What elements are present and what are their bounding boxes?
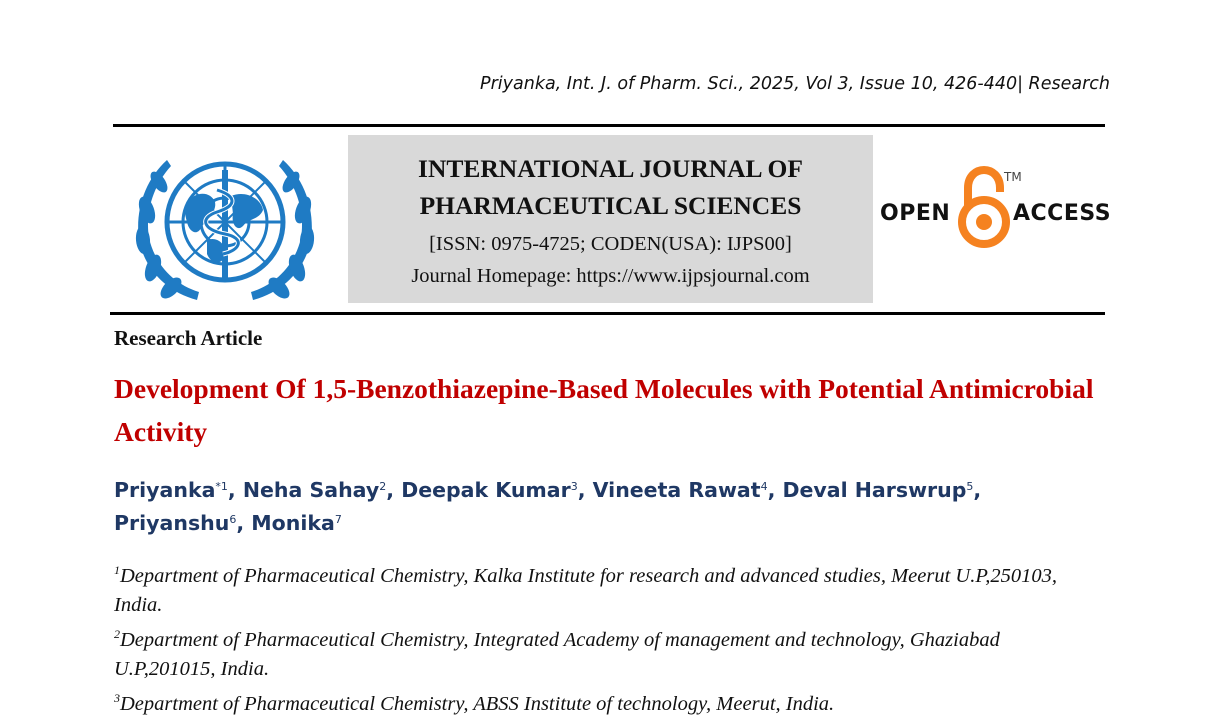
author-name: Neha Sahay [242,478,380,502]
header-bottom-rule [110,312,1105,315]
author-separator: , [386,478,402,502]
emblem-logo-icon [127,140,323,306]
affiliation-item [114,684,1104,719]
author-name: Deval Harswrup [782,478,967,502]
affiliation-item [114,620,1104,684]
author-affiliation-mark: 5 [966,480,974,493]
author-separator: , [577,478,593,502]
article-type-label: Research Article [114,326,263,350]
article-title: Development Of 1,5-Benzothiazepine-Based Molecules with Potential Antimicrobial Activity [114,373,1094,447]
author-affiliation-mark: 7 [334,513,342,526]
author-separator: , [236,511,252,535]
open-access-open-text: OPEN [880,201,951,226]
journal-homepage: Journal Homepage: https://www.ijpsjournal.com [411,265,810,287]
journal-masthead [348,135,873,303]
open-access-access-text: ACCESS [1013,201,1112,226]
author-affiliation-mark: 2 [379,480,387,493]
journal-name-line2: PHARMACEUTICAL SCIENCES [419,191,802,220]
affiliation-text: Department of Pharmaceutical Chemistry, ABSS Institute of technology, Meerut, India. [120,693,835,715]
running-head-citation: Priyanka, Int. J. of Pharm. Sci., 2025, Vol 3, Issue 10, 426-440| Research [480,74,1110,94]
header-top-rule [113,124,1105,127]
author-affiliation-mark: 6 [229,513,237,526]
author-separator: , [767,478,783,502]
author-affiliation-mark: 3 [570,480,578,493]
journal-issn: [ISSN: 0975-4725; CODEN(USA): IJPS00] [429,233,792,255]
open-access-logo [880,166,1110,254]
author-name: Priyanka [114,478,216,502]
author-name: Vineeta Rawat [592,478,761,502]
author-separator: , [973,478,982,502]
affiliation-item [114,556,1104,620]
affiliation-number: 3 [114,691,120,705]
affiliation-number: 1 [114,563,120,577]
affiliation-number: 2 [114,627,120,641]
author-name: Monika [251,511,335,535]
author-list [114,472,1094,538]
author-name: Priyanshu [114,511,230,535]
author-separator: , [227,478,243,502]
affiliation-text: Department of Pharmaceutical Chemistry, Integrated Academy of management and technology, Ghaziabad U.P,201015, India. [114,629,1000,680]
author-affiliation-mark: *1 [215,480,228,493]
author-name: Deepak Kumar [401,478,571,502]
journal-name-line1: INTERNATIONAL JOURNAL OF [418,154,803,183]
author-affiliation-mark: 4 [760,480,768,493]
affiliation-text: Department of Pharmaceutical Chemistry, Kalka Institute for research and advanced studies, Meerut U.P,250103, India. [114,565,1057,616]
open-access-trademark: TM [1004,170,1022,184]
